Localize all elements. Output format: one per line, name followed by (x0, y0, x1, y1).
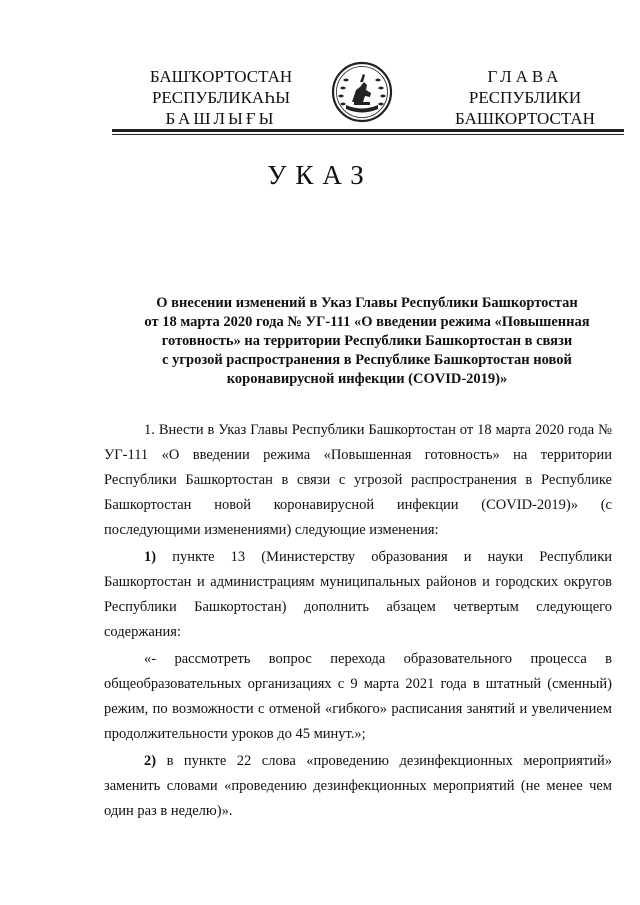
document-type-title: УКАЗ (267, 160, 373, 190)
paragraph-quote: «- рассмотреть вопрос перехода образовательного процесса в общеобразовательных организациях с 9 марта 2021 года в штатный (сменный) режим, по возможности с отменой «гибкого» расписания занятий и увеличением продолжительности уроков до 45 минут.»; (104, 651, 612, 742)
subject-line-2: от 18 марта 2020 года № УГ-111 «О введении режима «Повышенная (144, 314, 590, 330)
item-2-text: в пункте 22 слова «проведению дезинфекционных мероприятий» заменить словами «проведению дезинфекционных мероприятий (не менее чем один раз в неделю)». (104, 753, 612, 819)
header-right-line-3: БАШКОРТОСТАН (455, 109, 595, 128)
header-right-line-1: ГЛАВА (487, 67, 563, 86)
header-left-line-1: БАШҠОРТОСТАН (149, 67, 293, 86)
header-left-line-2: РЕСПУБЛИКАҺЫ (151, 88, 291, 107)
document-body (104, 418, 612, 824)
header-left-line-3: БАШЛЫҒЫ (165, 109, 277, 128)
document-subject (112, 294, 622, 389)
item-1-text: пункте 13 (Министерству образования и науки Республики Башкортостан и администрациям муниципальных районов и городских округов Республики Башкортостан) дополнить абзацем четвертым следующего содержания: (104, 549, 612, 640)
item-1-number: 1) (144, 549, 157, 565)
paragraph-item-2 (104, 749, 612, 824)
item-2-number: 2) (144, 753, 157, 769)
paragraph-1: 1. Внести в Указ Главы Республики Башкортостан от 18 марта 2020 года № УГ-111 «О введении режима «Повышенная готовность» на территории Республики Башкортостан в связи с угрозой распространения в Республике Башкортостан новой коронавирусной инфекции (COVID-2019)» (с последующими изменениями) следующие изменения: (104, 422, 612, 538)
header-divider-thick (112, 129, 624, 132)
subject-line-1: О внесении изменений в Указ Главы Республики Башкортостан (156, 295, 578, 311)
subject-line-4: с угрозой распространения в Республике Башкортостан новой (162, 352, 572, 368)
header-divider-thin (112, 134, 624, 135)
header-right-line-2: РЕСПУБЛИКИ (468, 88, 582, 107)
header-right-russian (440, 66, 610, 129)
coat-of-arms-icon (330, 60, 394, 124)
paragraph-item-1 (104, 545, 612, 645)
header-left-bashkir (142, 66, 300, 129)
subject-line-3: готовность» на территории Республики Башкортостан в связи (161, 333, 573, 349)
subject-line-5: коронавирусной инфекции (COVID-2019)» (226, 371, 508, 387)
